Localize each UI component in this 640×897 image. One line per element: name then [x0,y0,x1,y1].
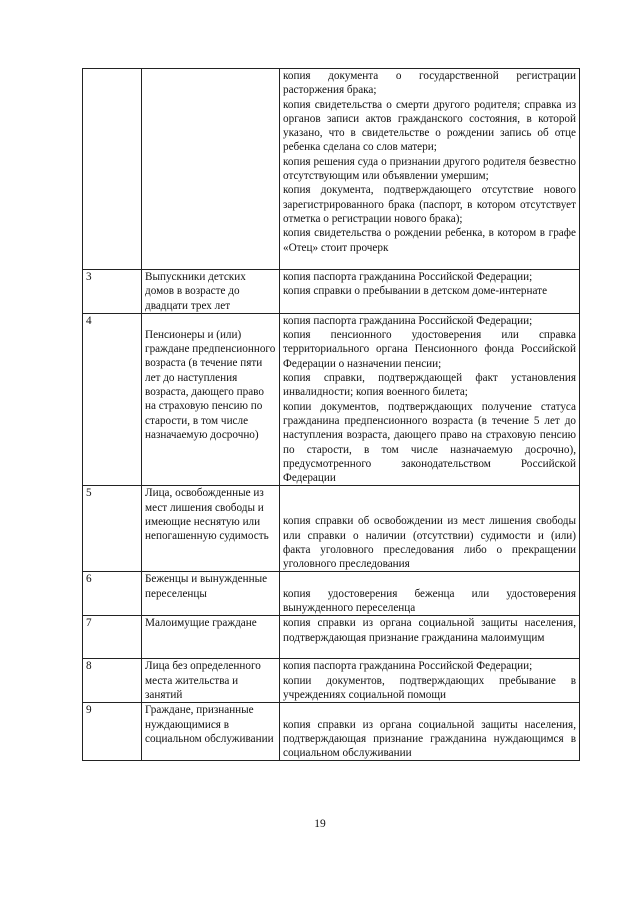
table-row [83,572,580,616]
row-category: Граждане, признанные нуждающимися в социальном обслуживании [142,703,280,761]
row-number: 8 [83,659,142,703]
document-item: копия паспорта гражданина Российской Федерации; [283,314,533,327]
row-category: Малоимущие граждане [142,616,280,659]
row-documents [280,486,580,572]
row-documents [280,659,580,703]
table-row [83,486,580,572]
document-item: копия документа, подтверждающего отсутствие нового зарегистрированного брака (паспорт, в котором отсутствует отметка о регистрации нового брака); [283,184,576,225]
document-item: копия справки, подтверждающей факт установления инвалидности; копия военного билета; [283,372,576,399]
row-number: 5 [83,486,142,572]
table-row [83,659,580,703]
row-category: Беженцы и вынужденные переселенцы [142,572,280,616]
document-item: копия пенсионного удостоверения или справка территориального органа Пенсионного фонда Российской Федерации о назначении пенсии; [283,329,576,370]
document-item: копии документов, подтверждающих пребывание в учреждениях социальной помощи [283,674,576,702]
table-row [83,69,580,270]
row-number: 6 [83,572,142,616]
page-number: 19 [314,818,326,830]
row-documents [280,616,580,659]
row-category [142,69,280,270]
category-text: Пенсионеры и (или) граждане предпенсионного возраста (в течение пяти лет до наступления возраста, дающего право на страховую пенсию по старости, в том числе назначаемую досрочно) [145,328,276,441]
document-item: копии документов, подтверждающих получение статуса гражданина предпенсионного возраста (в течение 5 лет до наступления возраста, дающего право на страховую пенсию по старости, в том числе назначаемую досрочно), предусмотренного законодательством Российской Федерации [283,400,576,485]
document-item: копия справки о пребывании в детском доме-интернате [283,285,548,298]
row-number: 4 [83,313,142,486]
document-item: копия паспорта гражданина Российской Федерации; [283,271,533,283]
row-category: Лица без определенного места жительства и занятий [142,659,280,703]
row-documents [280,313,580,486]
document-item: копия справки об освобождении из мест лишения свободы или справки о наличии (отсутствии) судимости и (или) факта уголовного преследования либо о прекращении уголовного преследования [283,515,576,571]
row-documents [280,703,580,761]
document-item: копия справки из органа социальной защиты населения, подтверждающая признание гражданина нуждающимся в социальном обслуживании [283,718,576,760]
row-documents [280,572,580,616]
document-item: копия паспорта гражданина Российской Федерации; [283,660,533,673]
row-number: 9 [83,703,142,761]
document-item: копия документа о государственной регистрации расторжения брака; [283,70,576,97]
row-number: 7 [83,616,142,659]
document-item: копия решения суда о признании другого родителя безвестно отсутствующим или объявлении умершим; [283,155,576,183]
documents-table [82,68,580,761]
row-documents [280,270,580,314]
row-number [83,69,142,270]
document-item: копия удостоверения беженца или удостоверения вынужденного переселенца [283,587,576,615]
row-category [142,313,280,486]
document-item: копия свидетельства о смерти другого родителя; справка из органов записи актов гражданского состояния, в которой указано, что в свидетельстве о рождении запись об отце ребенка сделана со слов матери; [283,98,576,154]
table-row [83,270,580,314]
document-item: копия справки из органа социальной защиты населения, подтверждающая признание гражданина малоимущим [283,617,576,644]
row-category: Выпускники детских домов в возрасте до двадцати трех лет [142,270,280,314]
document-item: копия свидетельства о рождении ребенка, в котором в графе «Отец» стоит прочерк [283,227,576,254]
table-row [83,703,580,761]
table-row [83,313,580,486]
table-row [83,616,580,659]
row-category: Лица, освобожденные из мест лишения свободы и имеющие неснятую или непогашенную судимость [142,486,280,572]
row-documents [280,69,580,270]
row-number: 3 [83,270,142,314]
